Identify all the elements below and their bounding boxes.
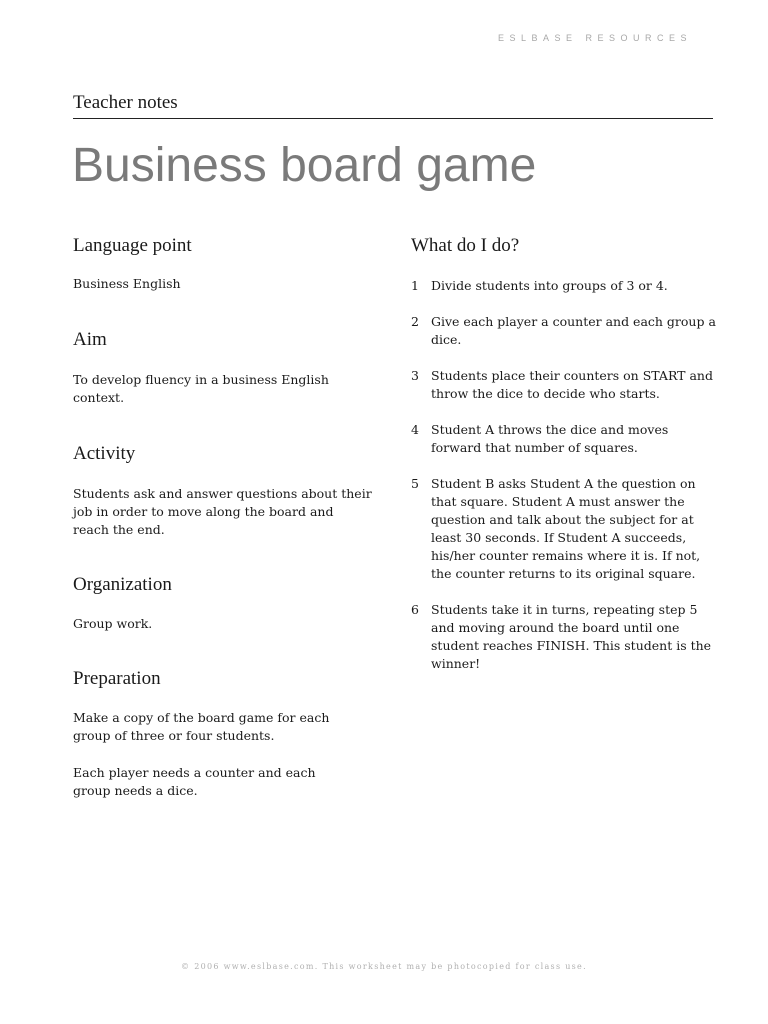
preparation-heading: Preparation: [73, 668, 161, 689]
step-text: Give each player a counter and each group a dice.: [431, 314, 716, 347]
step-number: 1: [411, 278, 419, 293]
step-text: Students take it in turns, repeating step 5 and moving around the board until one student reaches FINISH. This student is the winner!: [431, 602, 712, 671]
activity-text: Students ask and answer questions about their job in order to move along the board and reach the end.: [73, 486, 372, 537]
brand-label: ESLBASE RESOURCES: [498, 33, 693, 43]
list-item: [411, 601, 716, 673]
step-number: 4: [411, 422, 419, 437]
preparation-text-2: Each player needs a counter and each group needs a dice.: [73, 765, 316, 798]
steps-list: [411, 277, 716, 691]
step-text: Students place their counters on START and throw the dice to decide who starts.: [431, 368, 713, 401]
list-item: [411, 367, 716, 403]
footer-copyright: © 2006 www.eslbase.com. This worksheet may be photocopied for class use.: [181, 962, 587, 971]
section-label: Teacher notes: [73, 92, 178, 113]
what-do-i-do-heading: What do I do?: [411, 235, 520, 256]
step-number: 6: [411, 602, 419, 617]
step-text: Student B asks Student A the question on that square. Student A must answer the question and talk about the subject for at least 30 seconds. If Student A succeeds, his/her counter remains where it is. If not, the counter returns to its original square.: [431, 476, 701, 581]
step-number: 5: [411, 476, 419, 491]
organization-heading: Organization: [73, 574, 172, 595]
aim-text: To develop fluency in a business English context.: [73, 372, 329, 405]
language-point-text: Business English: [73, 276, 181, 291]
step-text: Divide students into groups of 3 or 4.: [431, 278, 668, 293]
preparation-text-1: Make a copy of the board game for each group of three or four students.: [73, 710, 330, 743]
list-item: [411, 313, 716, 349]
organization-text: Group work.: [73, 616, 153, 631]
list-item: [411, 277, 716, 295]
language-point-heading: Language point: [73, 235, 192, 256]
page-title: Business board game: [72, 139, 537, 192]
list-item: [411, 421, 716, 457]
activity-heading: Activity: [73, 443, 136, 464]
list-item: [411, 475, 716, 583]
header-divider: [73, 118, 713, 119]
step-text: Student A throws the dice and moves forward that number of squares.: [431, 422, 669, 455]
step-number: 2: [411, 314, 419, 329]
step-number: 3: [411, 368, 419, 383]
aim-heading: Aim: [73, 329, 107, 350]
